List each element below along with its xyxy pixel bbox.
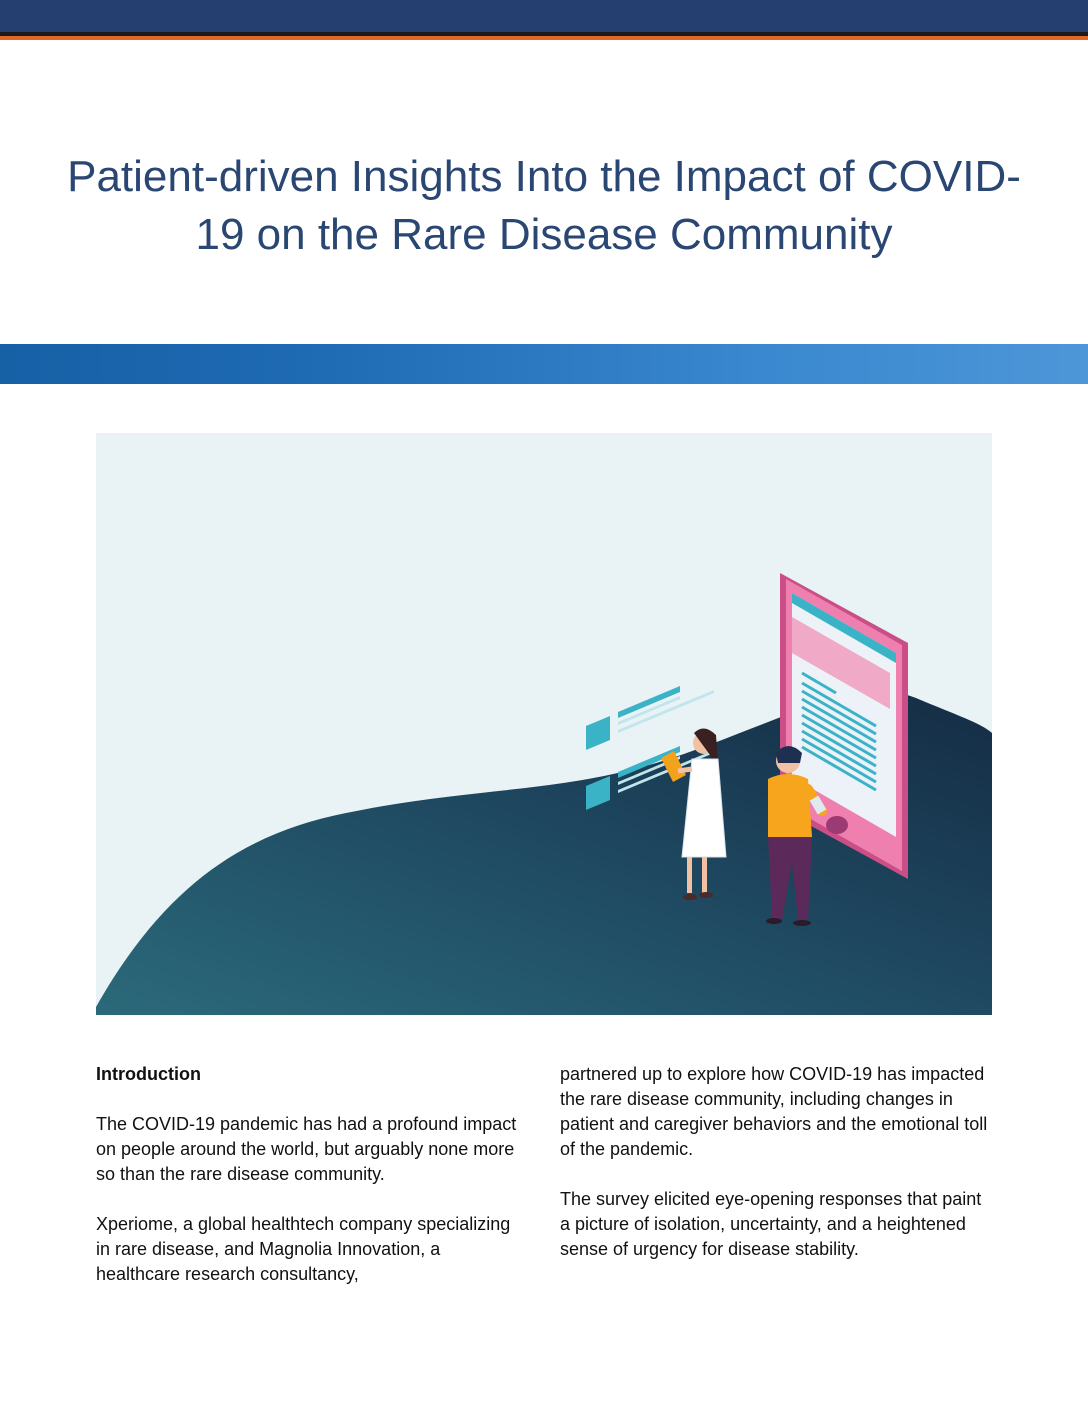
- intro-paragraph-2-end: partnered up to explore how COVID-19 has impacted the rare disease community, including changes in patient and caregiver behaviors and the emotional toll of the pandemic.: [560, 1064, 988, 1159]
- intro-heading: Introduction: [96, 1064, 201, 1084]
- intro-paragraph-2-start: Xperiome, a global healthtech company specializing in rare disease, and Magnolia Innovation, a healthcare research consultancy,: [96, 1214, 511, 1284]
- header-rule-orange: [0, 36, 1088, 40]
- hero-illustration: [96, 433, 992, 1015]
- intro-paragraph-3: The survey elicited eye-opening responses that paint a picture of isolation, uncertainty, and a heightened sense of urgency for disease stability.: [560, 1189, 982, 1259]
- header-band: [0, 0, 1088, 32]
- title-divider-band: [0, 344, 1088, 384]
- intro-paragraph-1: The COVID-19 pandemic has had a profound impact on people around the world, but arguably none more so than the rare disease community.: [96, 1114, 517, 1184]
- intro-column-right: [560, 1062, 990, 1287]
- intro-column-left: [96, 1062, 526, 1312]
- page-title: Patient-driven Insights Into the Impact of COVID-19 on the Rare Disease Community: [67, 152, 1021, 259]
